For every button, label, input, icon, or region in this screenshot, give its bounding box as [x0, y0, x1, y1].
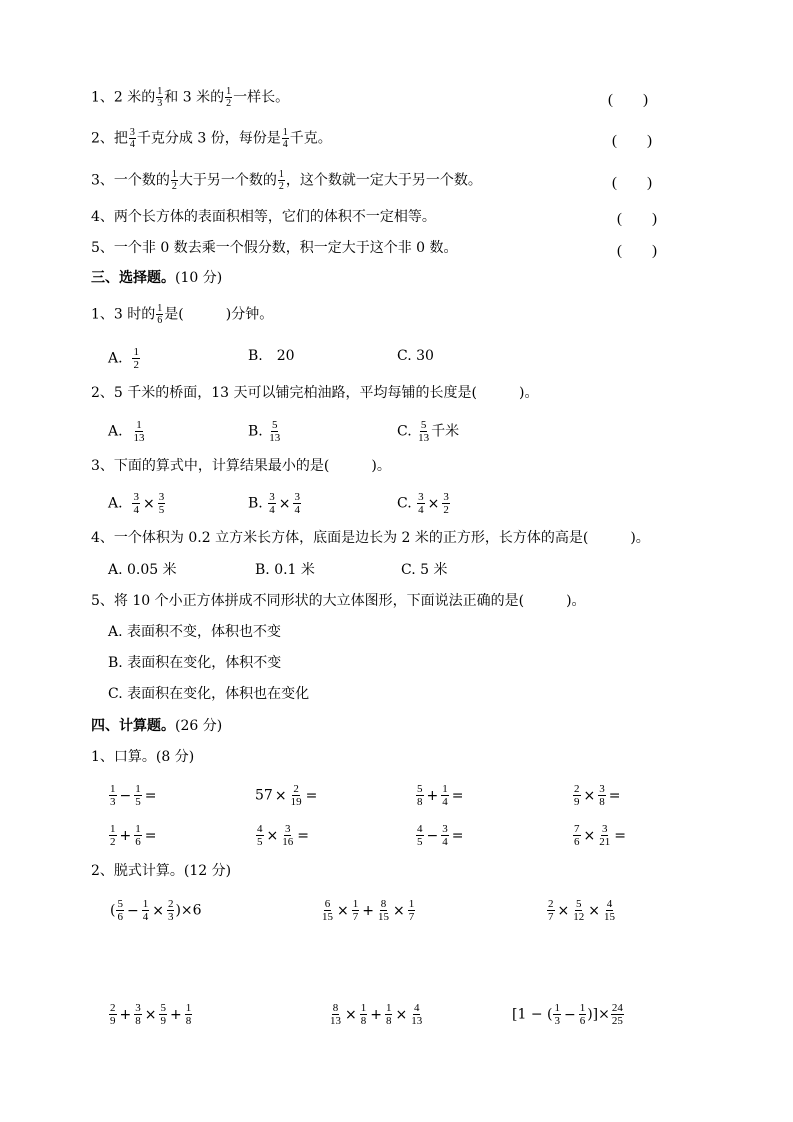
oral-item: $\frac{2}{9}$ × $\frac{3}{8}$ =: [574, 783, 621, 808]
judge-item-2: 2、把 $\frac{3}{4}$ 千克分成 3 份，每份是 $\frac{1}{4}$ 千克。: [91, 127, 332, 150]
answer-blank[interactable]: ( ): [617, 211, 657, 227]
option-a[interactable]: A. $\frac{1}{2}$: [108, 346, 139, 371]
fraction: $\frac{1}{4}$: [282, 127, 288, 150]
answer-blank[interactable]: ( ): [608, 92, 648, 108]
option-a[interactable]: A. 0.05 米: [108, 562, 177, 578]
answer-blank[interactable]: ( ): [612, 133, 652, 149]
fraction: $\frac{1}{13}$: [133, 419, 145, 444]
option-c[interactable]: C. 30: [397, 348, 434, 364]
oral-item: $\frac{7}{6}$ × $\frac{3}{21}$ =: [574, 823, 626, 848]
fraction: $\frac{1}{2}$: [226, 86, 232, 109]
oral-item: $\frac{4}{5}$ − $\frac{3}{4}$ =: [417, 823, 464, 848]
oral-item: $\frac{1}{3}$ − $\frac{1}{5}$ =: [110, 783, 157, 808]
oral-item: $\frac{1}{2}$ + $\frac{1}{6}$ =: [110, 823, 157, 848]
judge-item-4: 4、两个长方体的表面积相等，它们的体积不一定相等。: [91, 209, 436, 225]
fraction: $\frac{1}{2}$: [278, 169, 284, 192]
fraction: $\frac{1}{6}$: [157, 303, 163, 326]
option-a[interactable]: A. 表面积不变，体积也不变: [108, 624, 282, 640]
option-c[interactable]: C. $\frac{3}{4}$ × $\frac{3}{2}$: [397, 491, 449, 516]
step-expression: [1 − ( $\frac{1}{3}$ − $\frac{1}{6}$ )]× $\frac{24}{25}$: [512, 1002, 623, 1027]
fraction: $\frac{1}{2}$: [171, 169, 177, 192]
option-b[interactable]: B. $\frac{5}{13}$: [248, 419, 281, 444]
answer-blank[interactable]: ( ): [612, 175, 652, 191]
choice-question-3: 3、下面的算式中，计算结果最小的是( )。: [91, 458, 391, 474]
fraction: $\frac{1}{3}$: [157, 86, 163, 109]
judge-item-5: 5、一个非 0 数去乘一个假分数，积一定大于这个非 0 数。: [91, 240, 458, 256]
choice-question-2: 2、5 千米的桥面，13 天可以铺完柏油路，平均每铺的长度是( )。: [91, 385, 539, 401]
option-c[interactable]: C. $\frac{5}{13}$ 千米: [397, 419, 460, 444]
judge-item-3: 3、一个数的 $\frac{1}{2}$ 大于另一个数的 $\frac{1}{2}$ ，这个数就一定大于另一个数。: [91, 169, 482, 192]
fraction: $\frac{5}{13}$: [418, 419, 430, 444]
option-b[interactable]: B. 0.1 米: [255, 562, 315, 578]
judge-item-1: 1、2 米的 $\frac{1}{3}$ 和 3 米的 $\frac{1}{2}$ 一样长。: [91, 86, 290, 109]
option-b[interactable]: B. $\frac{3}{4}$ × $\frac{3}{4}$: [248, 491, 300, 516]
step-expression: $\frac{2}{7}$ × $\frac{5}{12}$ × $\frac{4}{15}$: [548, 898, 615, 923]
step-expression: $\frac{8}{13}$ × $\frac{1}{8}$ + $\frac{1}{8}$ × $\frac{4}{13}$: [330, 1002, 423, 1027]
option-a[interactable]: A. $\frac{1}{13}$: [108, 419, 145, 444]
section-heading-choice: 三、选择题。(10 分): [91, 270, 223, 286]
choice-question-4: 4、一个体积为 0.2 立方米长方体，底面是边长为 2 米的正方形，长方体的高是( )。: [91, 530, 650, 546]
oral-title: 1、口算。(8 分): [91, 749, 195, 765]
oral-item: $\frac{5}{8}$ + $\frac{1}{4}$ =: [417, 783, 464, 808]
fraction: $\frac{1}{2}$: [133, 346, 139, 371]
oral-item: $\frac{4}{5}$ × $\frac{3}{16}$ =: [257, 823, 309, 848]
step-expression: $\frac{2}{9}$ + $\frac{3}{8}$ × $\frac{5}{9}$ + $\frac{1}{8}$: [110, 1002, 192, 1027]
step-expression: $\frac{6}{15}$ × $\frac{1}{7}$ + $\frac{8}{15}$ × $\frac{1}{7}$: [322, 898, 415, 923]
oral-item: 57 × $\frac{2}{19}$ =: [255, 783, 318, 808]
choice-question-5: 5、将 10 个小正方体拼成不同形状的大立体图形，下面说法正确的是( )。: [91, 593, 586, 609]
choice-question-1: 1、3 时的 $\frac{1}{6}$ 是( )分钟。: [91, 303, 274, 326]
option-c[interactable]: C. 5 米: [401, 562, 448, 578]
fraction: $\frac{3}{4}$: [129, 127, 135, 150]
option-a[interactable]: A. $\frac{3}{4}$ × $\frac{3}{5}$: [108, 491, 165, 516]
section-heading-calc: 四、计算题。(26 分): [91, 718, 223, 734]
answer-blank[interactable]: ( ): [617, 243, 657, 259]
option-b[interactable]: B. 表面积在变化，体积不变: [108, 655, 282, 671]
option-c[interactable]: C. 表面积在变化，体积也在变化: [108, 686, 310, 702]
fraction: $\frac{5}{13}$: [269, 419, 281, 444]
option-b[interactable]: B. 20: [248, 348, 295, 364]
step-calc-title: 2、脱式计算。(12 分): [91, 863, 232, 879]
step-expression: ( $\frac{5}{6}$ − $\frac{1}{4}$ × $\frac{2}{3}$ )×6: [110, 898, 202, 923]
